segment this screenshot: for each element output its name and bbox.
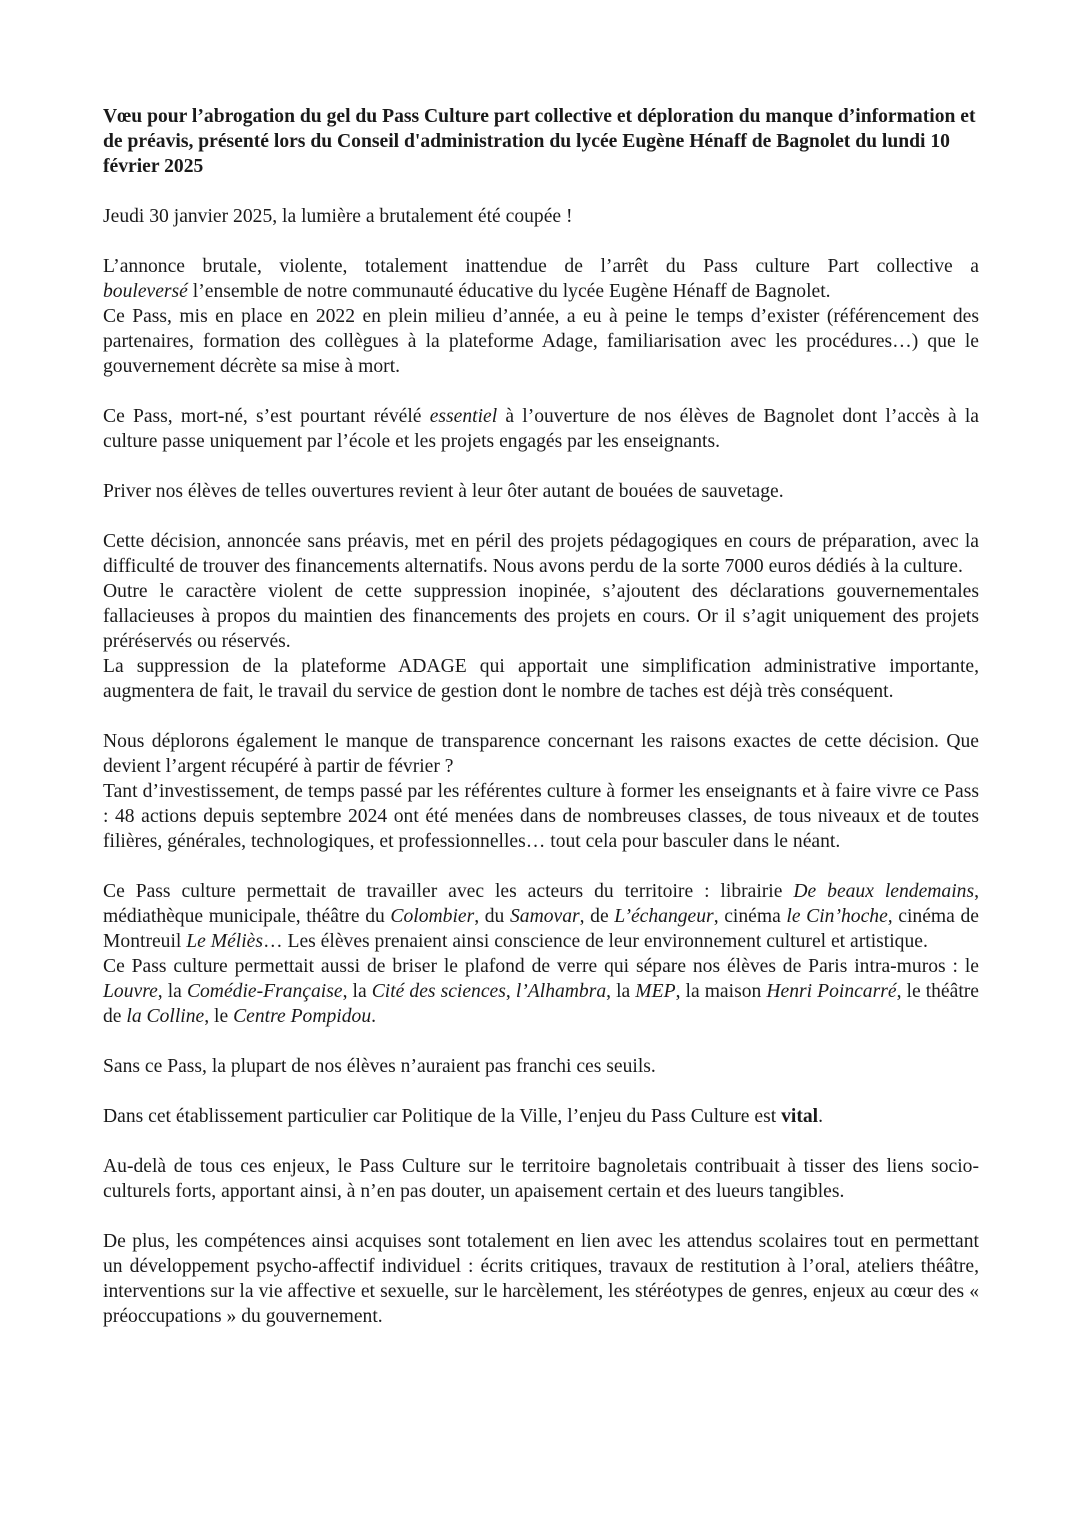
venue-name: l’Alhambra [515, 981, 607, 1002]
venue-name: Henri Poincarré [766, 981, 897, 1002]
paragraph: De plus, les compétences ainsi acquises sont totalement en lien avec les attendus scolaires tout en permettant un développement psycho-affectif individuel : écrits critiques, travaux de restitution à l’oral, ateliers théâtre, interventions sur la vie affective et sexuelle, sur le harcèlement, les stéréotypes de genres, enjeux au cœur des « préoccupations » du gouvernement. [103, 1231, 979, 1327]
paragraph: Sans ce Pass, la plupart de nos élèves n’auraient pas franchi ces seuils. [103, 1056, 656, 1077]
paragraph: Ce Pass culture permettait aussi de briser le plafond de verre qui sépare nos élèves de Paris intra-muros : le Louvre, la Comédie-Française, la Cité des sciences, l’Alhambra, la MEP, la maison Henri Poincarré, le théâtre de la Colline, le Centre Pompidou. [103, 956, 979, 1027]
paragraph: Outre le caractère violent de cette suppression inopinée, s’ajoutent des déclarations gouvernementales fallacieuses à propos du maintien des financements des projets en cours. Or il s’agit uniquement des projets préréservés ou réservés. [103, 581, 979, 652]
venue-name: le Cin’hoche, [786, 906, 893, 927]
bold-emphasis: vital [781, 1106, 819, 1127]
paragraph: Au-delà de tous ces enjeux, le Pass Culture sur le territoire bagnoletais contribuait à tisser des liens socio-culturels forts, apportant ainsi, à n’en pas douter, un apaisement certain et des lueurs tangibles. [103, 1156, 979, 1202]
emphasis: bouleversé [103, 281, 188, 302]
paragraph: Cette décision, annoncée sans préavis, met en péril des projets pédagogiques en cours de préparation, avec la difficulté de trouver des financements alternatifs. Nous avons perdu de la sorte 7000 euros dédiés à la culture. [103, 531, 979, 577]
venue-name: Colombier [390, 906, 475, 927]
paragraph: La suppression de la plateforme ADAGE qui apportait une simplification administrative importante, augmentera de fait, le travail du service de gestion dont le nombre de taches est déjà très conséquent. [103, 656, 979, 702]
venue-name: Centre Pompidou [233, 1006, 372, 1027]
paragraph: L’annonce brutale, violente, totalement inattendue de l’arrêt du Pass culture Part collective a [103, 256, 979, 277]
venue-name: Samovar [509, 906, 580, 927]
venue-name: la Colline [126, 1006, 205, 1027]
paragraph: bouleversé l’ensemble de notre communauté éducative du lycée Eugène Hénaff de Bagnolet. [103, 281, 831, 302]
venue-name: Comédie-Française [186, 981, 343, 1002]
document-title: Vœu pour l’abrogation du gel du Pass Culture part collective et déploration du manque d’information et de préavis, présenté lors du Conseil d'administration du lycée Eugène Hénaff de Bagnolet du lundi 10 février 2025 [103, 106, 976, 177]
venue-name: Louvre [103, 981, 158, 1002]
paragraph: Tant d’investissement, de temps passé par les référentes culture à former les enseignants et à faire vivre ce Pass : 48 actions depuis septembre 2024 ont été menées dans de nombreuses classes, de tous niveaux et de toutes filières, générales, technologiques, et professionnelles… tout cela pour basculer dans le néant. [103, 781, 979, 852]
paragraph: Ce Pass, mort-né, s’est pourtant révélé essentiel à l’ouverture de nos élèves de Bagnolet dont l’accès à la culture passe uniquement par l’école et les projets engagés par les enseignants. [103, 406, 980, 452]
paragraph: Nous déplorons également le manque de transparence concernant les raisons exactes de cette décision. Que devient l’argent récupéré à partir de février ? [103, 731, 979, 777]
emphasis: essentiel [429, 406, 498, 427]
paragraph: Priver nos élèves de telles ouvertures revient à leur ôter autant de bouées de sauvetage. [103, 481, 784, 502]
venue-name: Le Méliès [186, 931, 263, 952]
paragraph: Jeudi 30 janvier 2025, la lumière a brutalement été coupée ! [103, 206, 573, 227]
venue-name: L’échangeur [614, 906, 714, 927]
venue-name: De beaux lendemains [793, 881, 975, 902]
paragraph: Ce Pass, mis en place en 2022 en plein milieu d’année, a eu à peine le temps d’exister (référencement des partenaires, formation des collègues à la plateforme Adage, familiarisation avec les procédures…) que le gouvernement décrète sa mise à mort. [103, 306, 979, 377]
document-page [103, 104, 979, 1329]
paragraph: Ce Pass culture permettait de travailler avec les acteurs du territoire : librairie De beaux lendemains, médiathèque municipale, théâtre du Colombier, du Samovar, de L’échangeur, cinéma le Cin’hoche, cinéma de Montreuil Le Méliès… Les élèves prenaient ainsi conscience de leur environnement culturel et artistique. [103, 881, 980, 952]
paragraph: Dans cet établissement particulier car Politique de la Ville, l’enjeu du Pass Culture est vital. [103, 1106, 823, 1127]
venue-name: Cité des sciences [371, 981, 506, 1002]
venue-name: MEP [635, 981, 676, 1002]
